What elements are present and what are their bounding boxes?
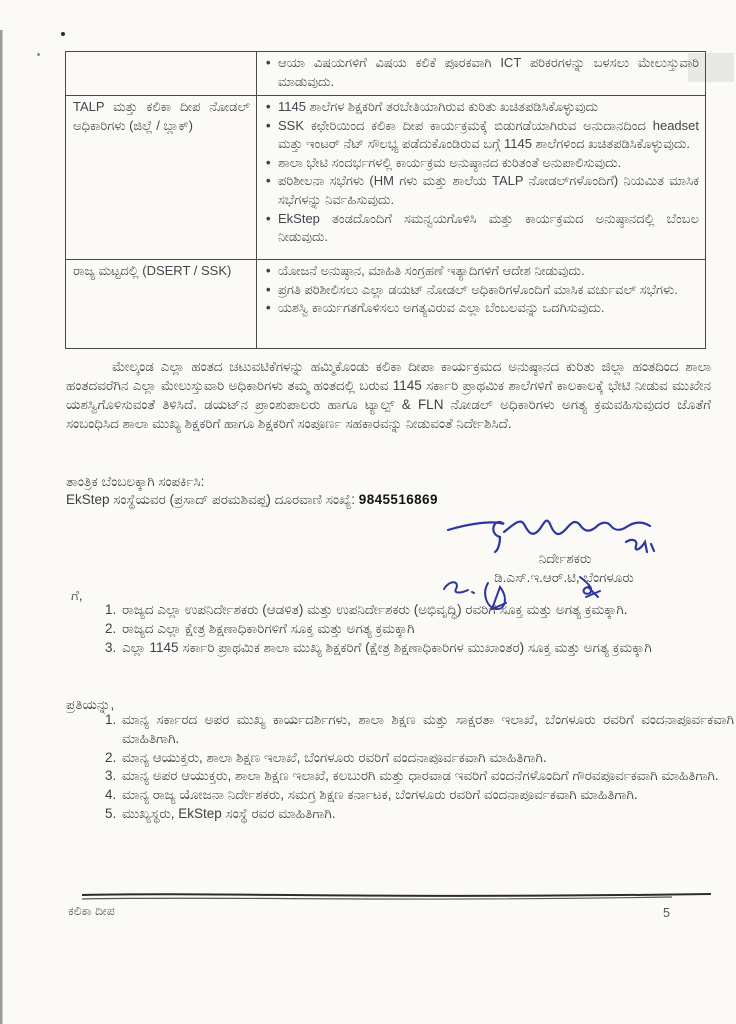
duties-cell — [257, 52, 706, 96]
duty-list — [264, 262, 699, 318]
page-number: 5 — [663, 906, 670, 920]
addressee-item: 1. ರಾಜ್ಯದ ಎಲ್ಲಾ ಉಪನಿರ್ದೇಶಕರು (ಆಡಳಿತ) ಮತ್ತು ಉಪನಿರ್ದೇಶಕರು (ಅಭಿವೃದ್ಧಿ) ರವರಿಗೆ ಸೂಕ್ತ ಮತ್ತು ಅಗತ್ಯ ಕ್ರಮಕ್ಕಾಗಿ. — [120, 601, 734, 620]
table-row — [66, 52, 706, 96]
addressee-item: 3. ಎಲ್ಲಾ 1145 ಸರ್ಕಾರಿ ಪ್ರಾಥಮಿಕ ಶಾಲಾ ಮುಖ್ಯ ಶಿಕ್ಷಕರಿಗೆ (ಕ್ಷೇತ್ರ ಶಿಕ್ಷಣಾಧಿಕಾರಿಗಳ ಮುಖಾಂತರ) ಸೂಕ್ತ ಮತ್ತು ಅಗತ್ಯ ಕ್ರಮಕ್ಕಾಗಿ — [120, 639, 734, 658]
copy-label: ಪ್ರತಿಯನ್ನು, — [66, 697, 115, 712]
to-label: ಗೆ, — [71, 588, 83, 603]
duty-list — [264, 98, 699, 247]
contact-line — [66, 492, 438, 508]
role-cell: ರಾಜ್ಯ ಮಟ್ಟದಲ್ಲಿ (DSERT / SSK) — [66, 260, 257, 349]
contact-phone-number: 9845516869 — [358, 492, 438, 507]
copy-item: 1. ಮಾನ್ಯ ಸರ್ಕಾರದ ಅಪರ ಮುಖ್ಯ ಕಾರ್ಯದರ್ಶಿಗಳು, ಶಾಲಾ ಶಿಕ್ಷಣ ಮತ್ತು ಸಾಕ್ಷರತಾ ಇಲಾಖೆ, ಬೆಂಗಳೂರು ರವರಿಗೆ ವಂದನಾಪೂರ್ವಕವಾಗಿ ಮಾಹಿತಿಗಾಗಿ. — [120, 711, 734, 749]
copy-item: 5. ಮುಖ್ಯಸ್ಥರು, EkStep ಸಂಸ್ಥೆ ರವರ ಮಾಹಿತಿಗಾಗಿ. — [120, 805, 734, 824]
copy-item: 2. ಮಾನ್ಯ ಆಯುಕ್ತರು, ಶಾಲಾ ಶಿಕ್ಷಣ ಇಲಾಖೆ, ಬೆಂಗಳೂರು ರವರಿಗೆ ವಂದನಾಪೂರ್ವಕವಾಗಿ ಮಾಹಿತಿಗಾಗಿ. — [120, 749, 734, 768]
signatory-organization: ಡಿ.ಎಸ್.ಇ.ಆರ್.ಟಿ, ಬೆಂಗಳೂರು — [494, 570, 634, 585]
addressee-list — [100, 601, 734, 657]
duty-item: • SSK ಕಛೇರಿಯಿಂದ ಕಲಿಕಾ ದೀಪ ಕಾರ್ಯಕ್ರಮಕ್ಕೆ ಬಿಡುಗಡೆಯಾಗಿರುವ ಅನುದಾನದಿಂದ headset ಮತ್ತು ಇಂಟರ್ ನೆಟ್ ಸೌಲಭ್ಯ ಪಡೆದುಕೊಂಡಿರುವ ಬಗ್ಗೆ 1145 ಶಾಲೆಗಳಿಂದ ಖಚಿತಪಡಿಸಿಕೊಳ್ಳುವುದು. — [278, 117, 699, 154]
duty-item: • ಶಾಲಾ ಭೇಟಿ ಸಂದರ್ಭಗಳಲ್ಲಿ ಕಾರ್ಯಕ್ರಮ ಅನುಷ್ಠಾನದ ಕುರಿತಂತೆ ಅನುಪಾಲಿಸುವುದು. — [278, 154, 699, 173]
footer-document-title: ಕಲಿಕಾ ದೀಪ — [68, 904, 115, 918]
duty-item: • ಪ್ರಗತಿ ಪರಿಶೀಲಿಸಲು ಎಲ್ಲಾ ಡಯಟ್ ನೋಡಲ್ ಅಧಿಕಾರಿಗಳೊಂದಿಗೆ ಮಾಸಿಕ ವರ್ಚುವಲ್ ಸಭೆಗಳು. — [278, 281, 699, 300]
footer-divider — [62, 891, 712, 903]
duties-cell — [257, 96, 706, 260]
signatory-title: ನಿರ್ದೇಶಕರು — [538, 551, 592, 566]
role-cell — [66, 52, 257, 96]
contact-text: EkStep ಸಂಸ್ಥೆಯವರ (ಪ್ರಸಾದ್ ಪರಮಶಿವಪ್ಪ) ದೂರವಾಣಿ ಸಂಖ್ಯೆ: — [66, 492, 356, 507]
duty-item: • ಆಯಾ ವಿಷಯಗಳಿಗೆ ವಿಷಯ ಕಲಿಕೆ ಪೂರಕವಾಗಿ ICT ಪರಿಕರಗಳನ್ನು ಬಳಸಲು ಮೇಲುಸ್ತುವಾರಿ ಮಾಡುವುದು. — [278, 54, 699, 91]
contact-heading: ತಾಂತ್ರಿಕ ಬೆಂಬಲಕ್ಕಾಗಿ ಸಂಪರ್ಕಿಸಿ: — [66, 474, 205, 489]
duty-item: • ಪರಿಶೀಲನಾ ಸಭೆಗಳು (HM ಗಳು ಮತ್ತು ಶಾಲೆಯ TALP ನೋಡಲ್‌ಗಳೊಂದಿಗೆ) ನಿಯಮಿತ ಮಾಸಿಕ ಸಭೆಗಳನ್ನು ನಿರ್ವಹಿಸುವುದು. — [278, 172, 699, 209]
scan-speck — [61, 32, 65, 36]
duty-item: • EkStep ತಂಡದೊಂದಿಗೆ ಸಮನ್ವಯಗೊಳಿಸಿ ಮತ್ತು ಕಾರ್ಯಕ್ರಮದ ಅನುಷ್ಠಾನದಲ್ಲಿ ಬೆಂಬಲ ನೀಡುವುದು. — [278, 210, 699, 247]
copy-list — [100, 711, 734, 824]
body-paragraph: ಮೇಲ್ಕಂಡ ಎಲ್ಲಾ ಹಂತದ ಚಟುವಟಿಕೆಗಳನ್ನು ಹಮ್ಮಿಕೊಂಡು ಕಲಿಕಾ ದೀಪಾ ಕಾರ್ಯಕ್ರಮದ ಅನುಷ್ಠಾನದ ಕುರಿತು ಜಿಲ್ಲಾ ಹಂತದಿಂದ ಶಾಲಾ ಹಂತದವರೆಗಿನ ಎಲ್ಲಾ ಮೇಲುಸ್ತುವಾರಿ ಅಧಿಕಾರಿಗಳು ತಮ್ಮ ಹಂತದಲ್ಲಿ ಬರುವ 1145 ಸರ್ಕಾರಿ ಪ್ರಾಥಮಿಕ ಶಾಲೆಗಳಿಗೆ ಕಾಲಕಾಲಕ್ಕೆ ಭೇಟಿ ನೀಡುವ ಮುಖೇನ ಯಶಸ್ವಿಗೊಳಿಸುವಂತೆ ತಿಳಿಸಿದೆ. ಡಯಟ್‌ನ ಪ್ರಾಂಶುಪಾಲರು ಹಾಗೂ ಟ್ಯಾಲ್ಪ್ & FLN ನೋಡಲ್ ಅಧಿಕಾರಿಗಳು ಅಗತ್ಯ ಕ್ರಮವಹಿಸುವುದರ ಜೊತೆಗೆ ಸಂಬಂಧಿಸಿದ ಶಾಲಾ ಮುಖ್ಯ ಶಿಕ್ಷಕರಿಗೆ ಹಾಗೂ ಶಿಕ್ಷಕರಿಗೆ ಸಂಪೂರ್ಣ ಸಹಕಾರವನ್ನು ನೀಡುವಂತೆ ನಿರ್ದೇಶಿಸಿದೆ. — [66, 359, 711, 431]
copy-item: 3. ಮಾನ್ಯ ಅಪರ ಆಯುಕ್ತರು, ಶಾಲಾ ಶಿಕ್ಷಣ ಇಲಾಖೆ, ಕಲಬುರಗಿ ಮತ್ತು ಧಾರವಾಡ ಇವರಿಗೆ ವಂದನೆಗಳೊಂದಿಗೆ ಗೌರವಪೂರ್ವಕವಾಗಿ ಮಾಹಿತಿಗಾಗಿ. — [120, 767, 734, 786]
role-cell: TALP ಮತ್ತು ಕಲಿಕಾ ದೀಪ ನೋಡಲ್ ಅಧಿಕಾರಿಗಳು (ಜಿಲ್ಲೆ / ಬ್ಲಾಕ್) — [66, 96, 257, 260]
addressee-item: 2. ರಾಜ್ಯದ ಎಲ್ಲಾ ಕ್ಷೇತ್ರ ಶಿಕ್ಷಣಾಧಿಕಾರಿಗಳಿಗೆ ಸೂಕ್ತ ಮತ್ತು ಅಗತ್ಯ ಕ್ರಮಕ್ಕಾಗಿ — [120, 620, 734, 639]
table-row — [66, 96, 706, 260]
copy-item: 4. ಮಾನ್ಯ ರಾಜ್ಯ ಯೋಜನಾ ನಿರ್ದೇಶಕರು, ಸಮಗ್ರ ಶಿಕ್ಷಣ ಕರ್ನಾಟಕ, ಬೆಂಗಳೂರು ರವರಿಗೆ ವಂದನಾಪೂರ್ವಕವಾಗಿ ಮಾಹಿತಿಗಾಗಿ. — [120, 786, 734, 805]
table-row — [66, 260, 706, 349]
duty-list — [264, 54, 699, 91]
duty-item: • ಯೋಜನೆ ಅನುಷ್ಠಾನ, ಮಾಹಿತಿ ಸಂಗ್ರಹಣೆ ಇತ್ಯಾದಿಗಳಿಗೆ ಆದೇಶ ನೀಡುವುದು. — [278, 262, 699, 281]
scan-speck — [37, 53, 40, 56]
duty-item: • 1145 ಶಾಲೆಗಳ ಶಿಕ್ಷಕರಿಗೆ ತರಬೇತಿಯಾಗಿರುವ ಕುರಿತು ಖಚಿತಪಡಿಸಿಕೊಳ್ಳುವುದು — [278, 98, 699, 117]
duties-cell — [257, 260, 706, 349]
responsibilities-table — [65, 51, 706, 349]
duty-item: • ಯಶಸ್ವಿ ಕಾರ್ಯಗತಗೊಳಿಸಲು ಅಗತ್ಯವಿರುವ ಎಲ್ಲಾ ಬೆಂಬಲವನ್ನು ಒದಗಿಸುವುದು. — [278, 299, 699, 318]
scan-edge-artifact — [2, 30, 3, 1024]
